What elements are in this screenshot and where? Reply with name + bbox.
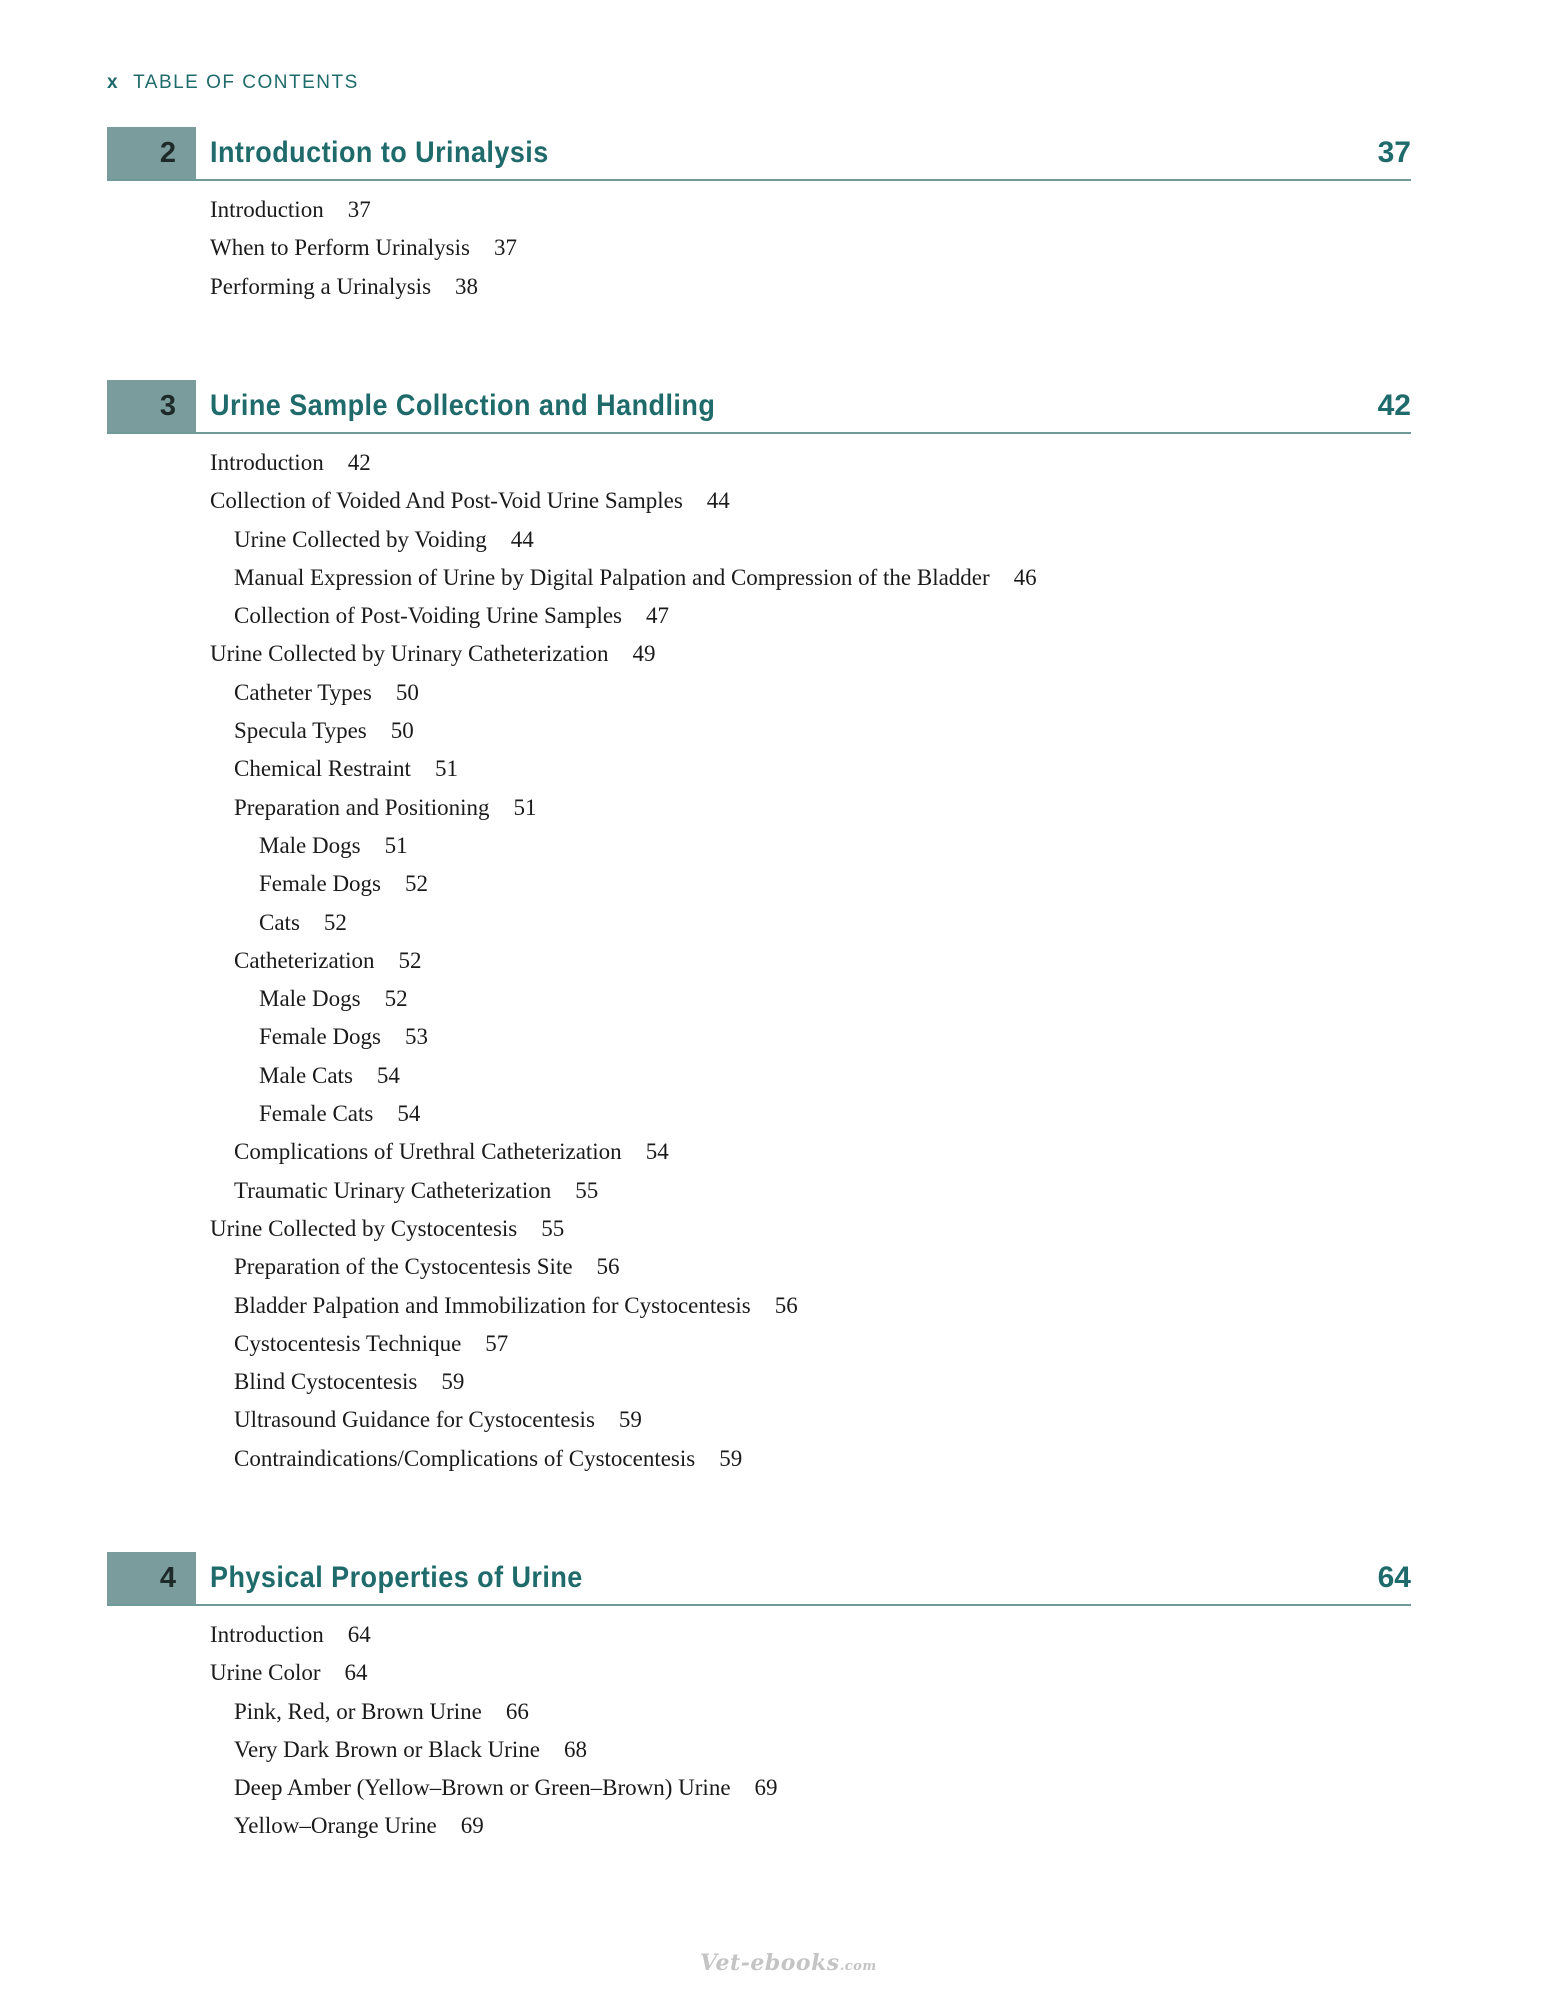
toc-entry-title: Male Cats: [259, 1062, 353, 1088]
toc-entry-title: Urine Collected by Voiding: [234, 526, 487, 552]
toc-entry-page: 52: [405, 871, 429, 897]
toc-entry[interactable]: [107, 1133, 1411, 1171]
toc-entry-title: Blind Cystocentesis: [234, 1369, 418, 1395]
chapter-title: Introduction to Urinalysis: [210, 136, 549, 169]
toc-entry-title: Female Cats: [259, 1101, 374, 1127]
toc-entry[interactable]: [107, 904, 1411, 942]
toc-entry[interactable]: [107, 1057, 1411, 1095]
chapter-entries: [107, 191, 1411, 306]
toc-entry-page: 50: [390, 718, 414, 744]
toc-entry[interactable]: [107, 1616, 1411, 1654]
toc-entry-title: Contraindications/Complications of Cystocentesis: [234, 1445, 696, 1471]
toc-entry-title: Male Dogs: [259, 832, 361, 858]
toc-entry-title: Urine Color: [210, 1660, 321, 1686]
toc-entry-page: 66: [505, 1698, 529, 1724]
toc-entry[interactable]: [107, 750, 1411, 788]
toc-entry-page: 38: [455, 273, 479, 299]
toc-entry[interactable]: [107, 1807, 1411, 1845]
toc-entry-page: 56: [774, 1292, 798, 1318]
toc-entry-title: Deep Amber (Yellow–Brown or Green–Brown) Urine: [234, 1775, 731, 1801]
toc-entry-title: Manual Expression of Urine by Digital Palpation and Compression of the Bladder: [234, 564, 990, 590]
running-head-title: TABLE OF CONTENTS: [133, 72, 359, 93]
toc-entry-title: Complications of Urethral Catheterization: [234, 1139, 622, 1165]
toc-entry[interactable]: [107, 1287, 1411, 1325]
toc-entry-page: 37: [347, 197, 371, 222]
toc-entry-page: 59: [618, 1407, 642, 1433]
toc-entry-title: Very Dark Brown or Black Urine: [234, 1736, 540, 1762]
chapter-number-box: 4: [107, 1552, 196, 1604]
toc-entry-title: Female Dogs: [259, 1024, 382, 1050]
watermark-text: Vet-ebooks: [700, 1950, 840, 1976]
toc-entry[interactable]: [107, 559, 1411, 597]
toc-entry[interactable]: [107, 521, 1411, 559]
toc-entry-title: Introduction: [210, 450, 324, 475]
toc-entry-page: 50: [395, 679, 419, 705]
toc-entry[interactable]: [107, 1654, 1411, 1692]
chapter-number-box: 2: [107, 127, 196, 179]
toc-entry-page: 56: [596, 1254, 620, 1280]
toc-entry-title: When to Perform Urinalysis: [210, 235, 470, 261]
page-number: x: [107, 72, 120, 93]
toc-entry[interactable]: [107, 1401, 1411, 1439]
toc-entry-title: Introduction: [210, 1622, 324, 1647]
toc-entry[interactable]: [107, 1769, 1411, 1807]
chapter-page-number: 64: [1377, 1561, 1411, 1594]
toc-entry-title: Specula Types: [234, 718, 367, 744]
chapter-entries: [107, 444, 1411, 1478]
chapter-3: [107, 380, 1411, 1478]
watermark-suffix: .com: [839, 1959, 877, 1974]
toc-entry-title: Performing a Urinalysis: [210, 273, 432, 299]
toc-entry[interactable]: [107, 482, 1411, 520]
toc-entry-title: Catheterization: [234, 947, 375, 973]
toc-entry[interactable]: [107, 1731, 1411, 1769]
toc-entry[interactable]: [107, 268, 1411, 306]
toc-entry-page: 44: [706, 488, 730, 514]
toc-entry[interactable]: [107, 229, 1411, 267]
toc-entry-page: 49: [632, 641, 656, 667]
toc-entry-page: 51: [434, 756, 458, 782]
toc-entry-page: 55: [575, 1177, 599, 1203]
chapter-page-number: 37: [1377, 136, 1411, 169]
toc-entry-page: 44: [510, 526, 534, 552]
toc-entry-title: Collection of Post-Voiding Urine Samples: [234, 603, 623, 629]
toc-entry-title: Traumatic Urinary Catheterization: [234, 1177, 552, 1203]
toc-entry[interactable]: [107, 1095, 1411, 1133]
toc-entry-title: Bladder Palpation and Immobilization for Cystocentesis: [234, 1292, 751, 1318]
toc-entry-page: 52: [384, 986, 408, 1012]
chapter-number-box: 3: [107, 380, 196, 432]
toc-entry[interactable]: [107, 1018, 1411, 1056]
toc-entry-page: 55: [541, 1215, 565, 1241]
watermark-logo: [700, 1950, 877, 1976]
toc-entry-page: 54: [376, 1062, 400, 1088]
toc-entry-title: Catheter Types: [234, 679, 372, 705]
toc-entry[interactable]: [107, 827, 1411, 865]
toc-entry-page: 64: [347, 1622, 371, 1647]
toc-entry-title: Yellow–Orange Urine: [234, 1813, 437, 1839]
chapter-2: [107, 127, 1411, 306]
toc-entry[interactable]: [107, 1363, 1411, 1401]
toc-entry-page: 46: [1013, 564, 1037, 590]
toc-entry-title: Preparation and Positioning: [234, 794, 490, 820]
toc-entry-title: Female Dogs: [259, 871, 382, 897]
toc-entry-page: 53: [405, 1024, 429, 1050]
toc-entry-title: Preparation of the Cystocentesis Site: [234, 1254, 573, 1280]
toc-entry-title: Chemical Restraint: [234, 756, 411, 782]
toc-entry-page: 54: [645, 1139, 669, 1165]
chapter-heading[interactable]: [107, 127, 1411, 181]
toc-entry-page: 42: [347, 450, 371, 475]
toc-entry-page: 68: [563, 1736, 587, 1762]
toc-entry[interactable]: [107, 865, 1411, 903]
toc-entry[interactable]: [107, 1693, 1411, 1731]
toc-entry-page: 69: [460, 1813, 484, 1839]
toc-entry-title: Male Dogs: [259, 986, 361, 1012]
chapter-page-number: 42: [1377, 389, 1411, 422]
toc-entry[interactable]: [107, 789, 1411, 827]
toc-entry[interactable]: [107, 635, 1411, 673]
toc-entry-page: 47: [646, 603, 670, 629]
toc-entry[interactable]: [107, 191, 1411, 229]
chapter-heading[interactable]: [107, 1552, 1411, 1606]
chapter-entries: [107, 1616, 1411, 1846]
toc-entry-title: Ultrasound Guidance for Cystocentesis: [234, 1407, 595, 1433]
toc-entry[interactable]: [107, 597, 1411, 635]
toc-entry-page: 64: [344, 1660, 368, 1686]
toc-entry[interactable]: [107, 942, 1411, 980]
toc-entry-page: 37: [493, 235, 517, 261]
toc-entry-page: 59: [441, 1369, 465, 1395]
toc-entry[interactable]: [107, 674, 1411, 712]
toc-entry-title: Introduction: [210, 197, 324, 222]
toc-entry-page: 54: [397, 1101, 421, 1127]
toc-entry[interactable]: [107, 1248, 1411, 1286]
toc-entry-page: 51: [384, 832, 408, 858]
toc-entry-page: 69: [754, 1775, 778, 1801]
toc-entry[interactable]: [107, 712, 1411, 750]
running-head: [107, 72, 359, 94]
toc-entry-title: Cystocentesis Technique: [234, 1330, 462, 1356]
toc-entry-page: 51: [513, 794, 537, 820]
toc-entry[interactable]: [107, 980, 1411, 1018]
toc-entry-page: 52: [398, 947, 422, 973]
toc-entry-page: 52: [323, 909, 347, 935]
toc-entry[interactable]: [107, 1172, 1411, 1210]
toc-entry-title: Urine Collected by Cystocentesis: [210, 1215, 518, 1241]
toc-entry-title: Pink, Red, or Brown Urine: [234, 1698, 482, 1724]
toc-entry[interactable]: [107, 1325, 1411, 1363]
toc-entry[interactable]: [107, 444, 1411, 482]
chapter-title: Urine Sample Collection and Handling: [210, 389, 716, 422]
toc-entry-page: 59: [719, 1445, 743, 1471]
toc-entry-title: Urine Collected by Urinary Catheterization: [210, 641, 609, 667]
toc-entry-title: Collection of Voided And Post-Void Urine Samples: [210, 488, 683, 514]
chapter-4: [107, 1552, 1411, 1846]
toc-entry[interactable]: [107, 1210, 1411, 1248]
chapter-heading[interactable]: [107, 380, 1411, 434]
toc-entry[interactable]: [107, 1440, 1411, 1478]
chapter-title: Physical Properties of Urine: [210, 1561, 583, 1594]
toc-entry-title: Cats: [259, 909, 300, 935]
toc-entry-page: 57: [485, 1330, 509, 1356]
